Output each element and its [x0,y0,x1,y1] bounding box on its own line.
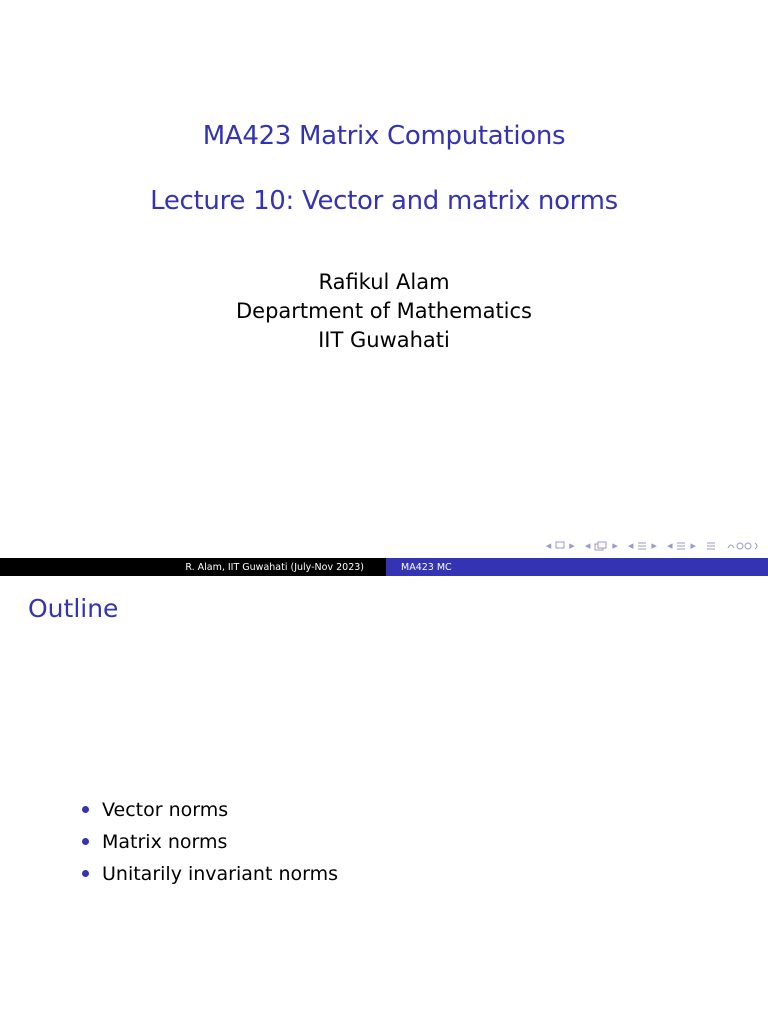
nav-search-icon[interactable] [726,541,760,551]
department-name: Department of Mathematics [236,299,532,323]
institution-name: IIT Guwahati [318,328,450,352]
nav-subsection-icon[interactable] [594,541,608,551]
footer-course-info [386,558,458,576]
nav-right-arrow-icon[interactable]: ▸ [569,539,575,552]
nav-subsection2-group[interactable] [667,539,696,552]
nav-document-icon[interactable] [706,541,716,551]
list-item-text: Unitarily invariant norms [102,863,338,885]
nav-right-arrow-icon[interactable]: ▸ [612,539,618,552]
footer-course-text: MA423 MC [401,561,452,573]
list-item [82,794,338,826]
nav-left-arrow-icon[interactable]: ◂ [545,539,552,552]
list-item-text: Vector norms [102,799,229,821]
nav-left-arrow-icon[interactable]: ◂ [627,539,634,552]
footer-author-info [0,558,386,576]
list-item [82,826,338,858]
frame-title: Outline [28,594,119,623]
outline-slide [0,576,768,1024]
footer-author-text: R. Alam, IIT Guwahati (July-Nov 2023) [185,561,364,573]
footer-blue-fill [458,558,768,576]
nav-document-group[interactable] [706,541,716,551]
list-item-text: Matrix norms [102,831,228,853]
nav-left-arrow-icon[interactable]: ◂ [584,539,591,552]
outline-list [82,794,338,890]
nav-frame-group[interactable] [546,539,575,552]
nav-left-arrow-icon[interactable]: ◂ [666,539,673,552]
list-item [82,858,338,890]
nav-subsection-list-icon[interactable] [676,541,686,551]
nav-right-arrow-icon[interactable]: ▸ [690,539,696,552]
nav-search-group[interactable] [726,541,760,551]
lecture-title: Lecture 10: Vector and matrix norms [150,186,618,216]
slide-footer [0,558,768,576]
nav-frame-icon[interactable] [555,541,565,550]
bullet-icon [82,838,89,845]
nav-section-group[interactable] [628,539,657,552]
nav-right-arrow-icon[interactable]: ▸ [651,539,657,552]
bullet-icon [82,806,89,813]
nav-section-icon[interactable] [637,541,647,551]
nav-subsection-group[interactable] [585,539,618,552]
course-title: MA423 Matrix Computations [202,121,566,151]
bullet-icon [82,870,89,877]
beamer-navigation-bar [546,539,760,552]
author-name: Rafikul Alam [318,270,450,294]
